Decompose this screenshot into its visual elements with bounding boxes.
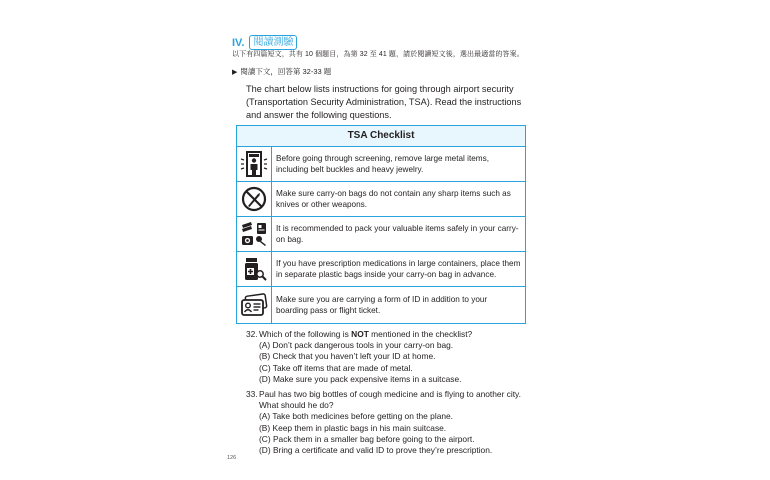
- checklist-title: TSA Checklist: [237, 126, 525, 147]
- checklist-row-text: Make sure carry-on bags do not contain any sharp items such as knives or other weapons.: [276, 188, 511, 209]
- question-text: Paul has two big bottles of cough medicine and is flying to another city.: [259, 389, 521, 399]
- answer-option-b[interactable]: (B) Keep them in plastic bags in his main suitcase.: [259, 422, 447, 433]
- checklist-row-text: It is recommended to pack your valuable items safely in your carry-on bag.: [276, 223, 519, 244]
- section-title: 閱讀測驗: [249, 35, 297, 50]
- question-emphasis: NOT: [351, 329, 369, 339]
- page-number: 126: [227, 455, 237, 461]
- answer-option-b[interactable]: (B) Check that you haven’t left your ID at home.: [259, 351, 436, 362]
- answer-option-d[interactable]: (D) Bring a certificate and valid ID to prove they’re prescription.: [259, 445, 493, 456]
- id-card-icon: [237, 287, 272, 323]
- question-number: 32.: [246, 329, 258, 339]
- no-knife-icon: [237, 182, 272, 216]
- section-instruction: 以下有四篇短文，共有 10 個題目，為第 32 至 41 題，請於閱讀短文後，選出最適當的答案。: [232, 51, 524, 58]
- valuables-icon: [237, 217, 272, 251]
- question-number: 33.: [246, 389, 258, 399]
- answer-option-c[interactable]: (C) Take off items that are made of metal.: [259, 362, 413, 373]
- intro-paragraph: The chart below lists instructions for going through airport security (Transportation Security Administration, TSA). Read the instructions and answer the following questions.: [246, 84, 522, 121]
- answer-option-a[interactable]: (A) Take both medicines before getting on the plane.: [259, 411, 453, 422]
- question-stem: [246, 329, 536, 340]
- sub-instruction: [232, 66, 331, 77]
- checklist-row-text: Before going through screening, remove large metal items, including belt buckles and heavy jewelry.: [276, 153, 489, 174]
- section-heading: [232, 35, 297, 50]
- answer-option-d[interactable]: (D) Make sure you pack expensive items in a suitcase.: [259, 373, 462, 384]
- question-text-part: mentioned in the checklist?: [368, 329, 473, 339]
- question-text-part: Which of the following is: [259, 329, 352, 339]
- question-33: [246, 389, 536, 456]
- checklist-row-text: If you have prescription medications in large containers, place them in separate plastic bags inside your carry-on bag in advance.: [276, 258, 521, 279]
- checklist-row: [237, 147, 525, 182]
- section-roman-numeral: IV.: [232, 36, 245, 49]
- checklist-row: [237, 287, 525, 323]
- question-stem: [246, 389, 536, 400]
- tsa-checklist-table: [236, 125, 526, 324]
- checklist-row-text: Make sure you are carrying a form of ID in addition to your boarding pass or flight ticket.: [276, 294, 488, 315]
- question-text-line2: What should he do?: [259, 400, 334, 411]
- answer-option-a[interactable]: (A) Don’t pack dangerous tools in your carry-on bag.: [259, 340, 454, 351]
- checklist-row: [237, 217, 525, 252]
- metal-detector-icon: [237, 147, 272, 181]
- question-32: [246, 329, 536, 385]
- right-triangle-icon: ▶: [232, 68, 238, 76]
- question-text: [259, 329, 472, 340]
- checklist-row: [237, 252, 525, 287]
- medication-icon: [237, 252, 272, 286]
- answer-option-c[interactable]: (C) Pack them in a smaller bag before going to the airport.: [259, 433, 475, 444]
- checklist-row: [237, 182, 525, 217]
- sub-instruction-text: 閱讀下文，回答第 32-33 題: [240, 67, 332, 76]
